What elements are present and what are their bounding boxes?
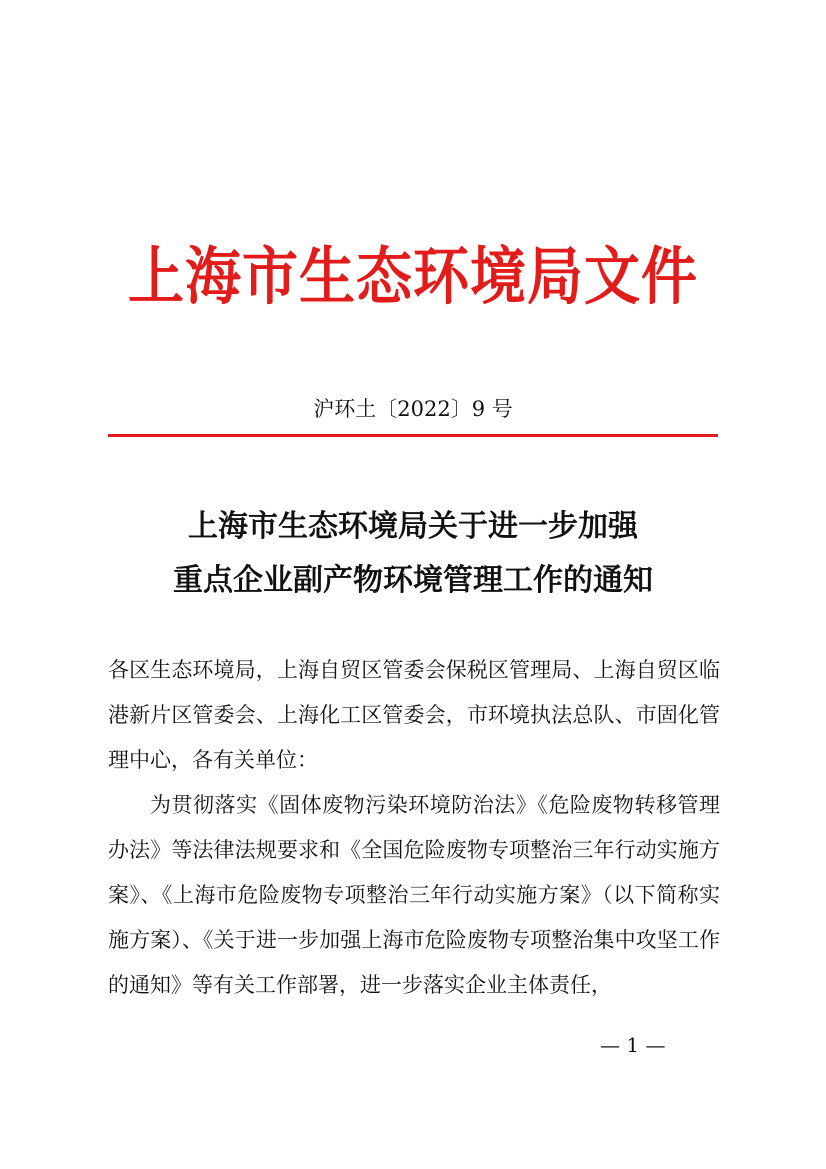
notice-title-line-2: 重点企业副产物环境管理工作的通知 (173, 563, 653, 598)
body-paragraph-1: 为贯彻落实《固体废物污染环境防治法》《危险废物转移管理办法》等法律法规要求和《全国危险废物专项整治三年行动实施方案》、《上海市危险废物专项整治三年行动实施方案》（以下简称实施方案）、《关于进一步加强上海市危险废物专项整治集中攻坚工作的通知》等有关工作部署，进一步落实企业主体责任， (108, 793, 720, 997)
notice-title (0, 500, 826, 608)
notice-title-line-1: 上海市生态环境局关于进一步加强 (188, 509, 638, 544)
red-divider-line (108, 434, 718, 437)
document-body (108, 648, 720, 1008)
agency-header-title: 上海市生态环境局文件 (128, 241, 698, 314)
recipients-paragraph: 各区生态环境局，上海自贸区管委会保税区管理局、上海自贸区临港新片区管委会、上海化工区管委会，市环境执法总队、市固化管理中心，各有关单位： (108, 658, 720, 772)
page-number: — 1 — (600, 1033, 666, 1057)
document-number: 沪环土〔2022〕9 号 (313, 397, 513, 421)
